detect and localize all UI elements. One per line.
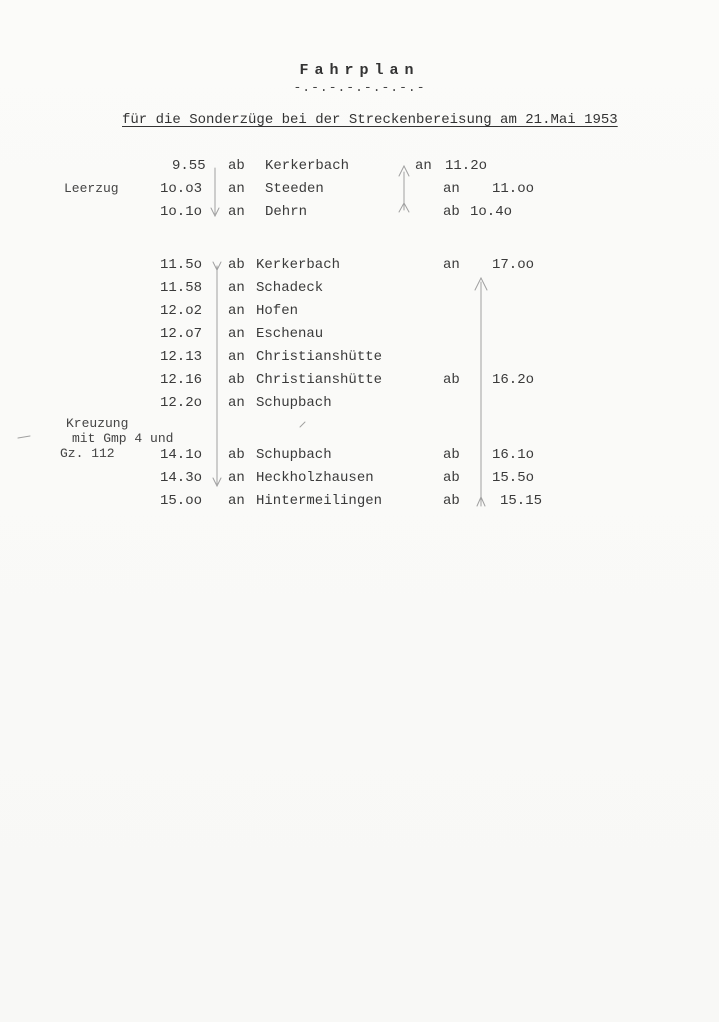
station-cell: Schadeck [256, 280, 324, 296]
station-cell: Kerkerbach [256, 257, 341, 273]
side-label-kreuzung: Kreuzung [66, 416, 129, 431]
return-time-cell: 1o.4o [470, 204, 513, 220]
down-arrow-head [211, 208, 219, 216]
up-arrow-head [399, 166, 409, 176]
time-cell: 12.13 [160, 349, 203, 365]
station-cell: Hofen [256, 303, 299, 319]
return-time-cell: 16.1o [492, 447, 535, 463]
time-cell: 14.3o [160, 470, 203, 486]
return-type-cell: ab [443, 372, 460, 388]
station-cell: Heckholzhausen [256, 470, 374, 486]
station-cell: Christianshütte [256, 349, 383, 365]
down-arrow-head [213, 262, 221, 270]
return-type-cell: ab [443, 493, 460, 509]
time-cell: 9.55 [172, 158, 206, 174]
title-decoration: -.-.-.-.-.-.-.- [293, 80, 426, 95]
time-cell: 12.2o [160, 395, 203, 411]
return-type-cell: an [415, 158, 432, 174]
up-arrow-tail [399, 203, 409, 212]
type-cell: ab [228, 257, 245, 273]
type-cell: ab [228, 372, 245, 388]
time-cell: 1o.1o [160, 204, 203, 220]
station-cell: Hintermeilingen [256, 493, 383, 509]
station-cell: Christianshütte [256, 372, 383, 388]
type-cell: an [228, 280, 245, 296]
return-type-cell: an [443, 181, 460, 197]
station-cell: Dehrn [265, 204, 308, 220]
document-title: Fahrplan [299, 62, 420, 79]
type-cell: an [228, 303, 245, 319]
return-type-cell: ab [443, 470, 460, 486]
document-subtitle: für die Sonderzüge bei der Streckenbereisung am 21.Mai 1953 [122, 112, 618, 128]
type-cell: an [228, 470, 245, 486]
return-time-cell: 16.2o [492, 372, 535, 388]
station-cell: Kerkerbach [265, 158, 350, 174]
return-time-cell: 11.oo [492, 181, 535, 197]
type-cell: an [228, 395, 245, 411]
return-time-cell: 17.oo [492, 257, 535, 273]
return-time-cell: 11.2o [445, 158, 488, 174]
station-cell: Eschenau [256, 326, 324, 342]
station-cell: Schupbach [256, 395, 332, 411]
up-arrow-head [475, 278, 487, 290]
type-cell: ab [228, 158, 245, 174]
type-cell: an [228, 493, 245, 509]
type-cell: an [228, 349, 245, 365]
type-cell: an [228, 204, 245, 220]
return-time-cell: 15.5o [492, 470, 535, 486]
time-cell: 11.5o [160, 257, 203, 273]
type-cell: an [228, 326, 245, 342]
pencil-tick [300, 422, 305, 427]
time-cell: 12.o7 [160, 326, 203, 342]
type-cell: ab [228, 447, 245, 463]
station-cell: Steeden [265, 181, 324, 197]
side-label-kreuzung: Gz. 112 [60, 446, 115, 461]
time-cell: 15.oo [160, 493, 203, 509]
type-cell: an [228, 181, 245, 197]
time-cell: 11.58 [160, 280, 203, 296]
time-cell: 14.1o [160, 447, 203, 463]
return-time-cell: 15.15 [500, 493, 543, 509]
return-type-cell: ab [443, 204, 460, 220]
station-cell: Schupbach [256, 447, 332, 463]
time-cell: 1o.o3 [160, 181, 203, 197]
side-label-leerzug: Leerzug [64, 181, 119, 196]
return-type-cell: ab [443, 447, 460, 463]
down-arrow-head [213, 478, 221, 486]
side-label-kreuzung: mit Gmp 4 und [72, 431, 174, 446]
pencil-tick [18, 436, 30, 438]
up-arrow-tail [477, 497, 485, 506]
time-cell: 12.o2 [160, 303, 203, 319]
return-type-cell: an [443, 257, 460, 273]
time-cell: 12.16 [160, 372, 203, 388]
